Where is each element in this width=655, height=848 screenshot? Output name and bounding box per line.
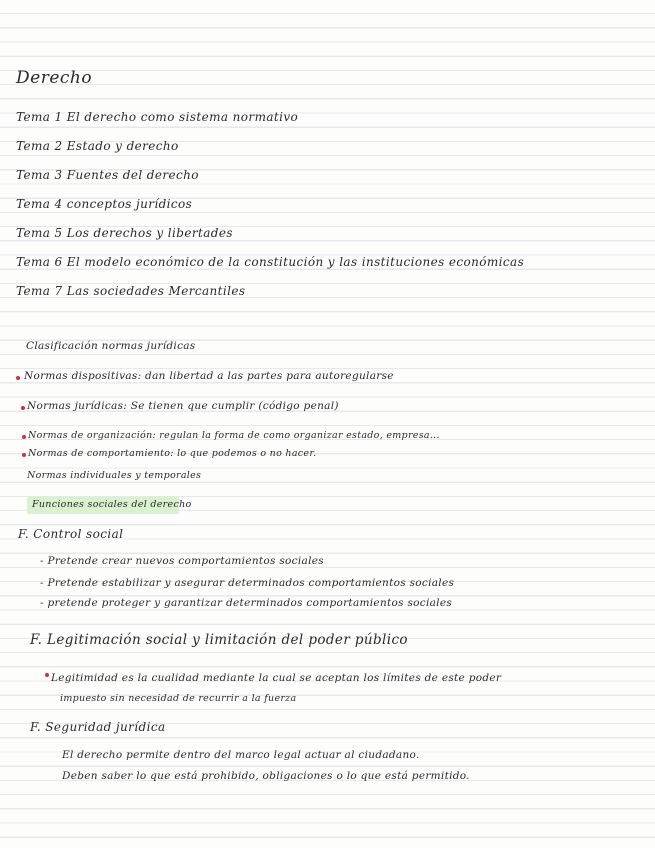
clasificacion-item-5: Normas individuales y temporales bbox=[27, 470, 202, 481]
tema-7: Tema 7 Las sociedades Mercantiles bbox=[16, 284, 246, 298]
bullet-dot-icon bbox=[45, 673, 49, 677]
seguridad-line-2: Deben saber lo que está prohibido, obligaciones o lo que está permitido. bbox=[62, 770, 470, 782]
tema-3: Tema 3 Fuentes del derecho bbox=[16, 168, 199, 182]
legitimacion-line-2: impuesto sin necesidad de recurrir a la fuerza bbox=[60, 693, 297, 704]
page-title: Derecho bbox=[16, 68, 93, 88]
legitimacion-line-1: Legitimidad es la cualidad mediante la cual se aceptan los límites de este poder bbox=[51, 672, 502, 684]
control-social-item-3: - pretende proteger y garantizar determinados comportamientos sociales bbox=[40, 597, 453, 609]
tema-4: Tema 4 conceptos jurídicos bbox=[16, 197, 193, 211]
legitimacion-heading: F. Legitimación social y limitación del poder público bbox=[30, 632, 408, 648]
clasificacion-item-2: Normas jurídicas: Se tienen que cumplir (código penal) bbox=[27, 400, 339, 412]
control-social-item-2: - Pretende estabilizar y asegurar determinados comportamientos sociales bbox=[40, 577, 455, 589]
control-social-heading: F. Control social bbox=[18, 527, 124, 541]
seguridad-heading: F. Seguridad jurídica bbox=[30, 720, 166, 734]
bullet-dot-icon bbox=[22, 453, 26, 457]
tema-2: Tema 2 Estado y derecho bbox=[16, 139, 179, 153]
control-social-item-1: - Pretende crear nuevos comportamientos sociales bbox=[40, 555, 324, 567]
clasificacion-heading: Clasificación normas jurídicas bbox=[26, 340, 196, 352]
seguridad-line-1: El derecho permite dentro del marco legal actuar al ciudadano. bbox=[62, 749, 420, 761]
clasificacion-item-4: Normas de comportamiento: lo que podemos o no hacer. bbox=[28, 448, 317, 459]
clasificacion-item-1: Normas dispositivas: dan libertad a las partes para autoregularse bbox=[24, 370, 394, 382]
funciones-heading: Funciones sociales del derecho bbox=[32, 499, 192, 510]
bullet-dot-icon bbox=[22, 435, 26, 439]
tema-5: Tema 5 Los derechos y libertades bbox=[16, 226, 233, 240]
bullet-dot-icon bbox=[21, 406, 25, 410]
bullet-dot-icon bbox=[16, 376, 20, 380]
tema-6: Tema 6 El modelo económico de la constitución y las instituciones económicas bbox=[16, 255, 525, 269]
tema-1: Tema 1 El derecho como sistema normativo bbox=[16, 110, 299, 124]
clasificacion-item-3: Normas de organización: regulan la forma de como organizar estado, empresa... bbox=[28, 430, 440, 441]
